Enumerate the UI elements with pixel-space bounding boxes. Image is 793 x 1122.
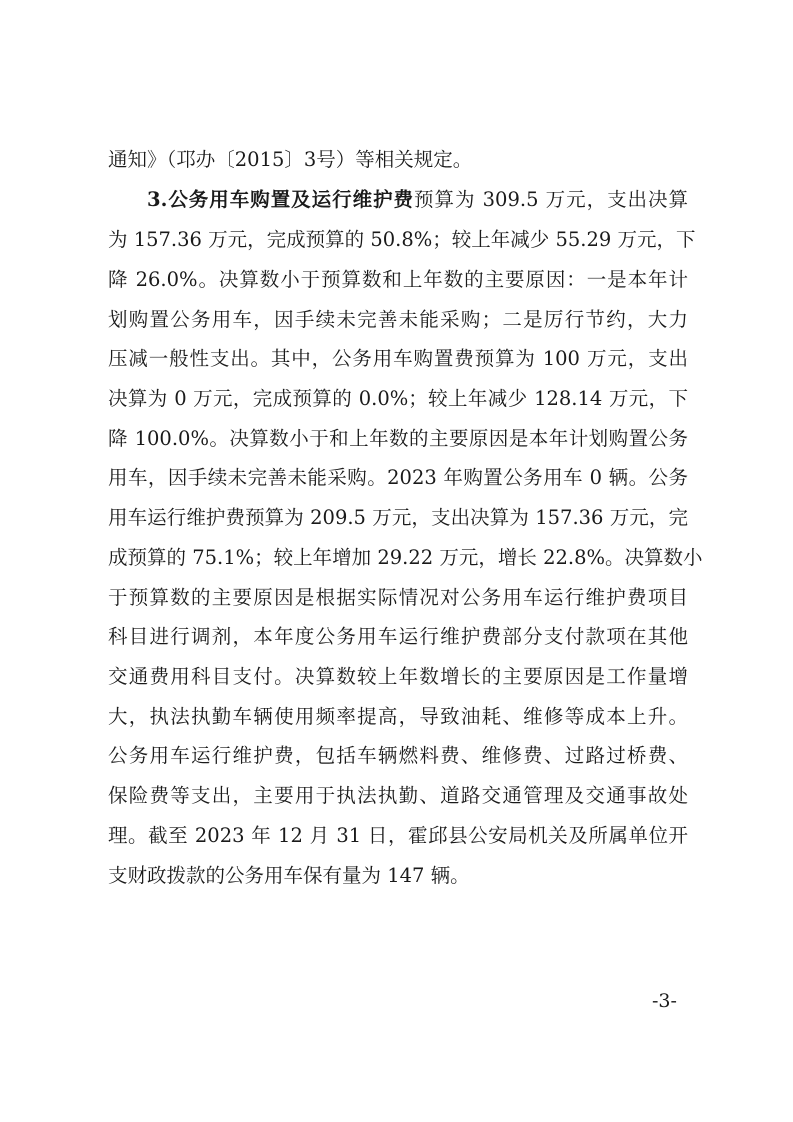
paragraph-line: 降 26.0%。决算数小于预算数和上年数的主要原因：一是本年计 <box>108 268 688 291</box>
paragraph-line: 科目进行调剂，本年度公务用车运行维护费部分支付款项在其他 <box>108 625 688 648</box>
paragraph-line: 降 100.0%。决算数小于和上年数的主要原因是本年计划购置公务 <box>108 427 688 450</box>
paragraph-line: 理。截至 2023 年 12 月 31 日，霍邱县公安局机关及所属单位开 <box>108 824 688 847</box>
paragraph-line: 用车，因手续未完善未能采购。2023 年购置公务用车 0 辆。公务 <box>108 466 688 489</box>
section-heading: 3.公务用车购置及运行维护费 <box>147 188 415 211</box>
paragraph-line: 大，执法执勤车辆使用频率提高，导致油耗、维修等成本上升。 <box>108 705 688 728</box>
paragraph-line: 于预算数的主要原因是根据实际情况对公务用车运行维护费项目 <box>108 586 688 609</box>
paragraph-line: 支财政拨款的公务用车保有量为 147 辆。 <box>108 864 470 887</box>
paragraph-line: 成预算的 75.1%；较上年增加 29.22 万元，增长 22.8%。决算数小 <box>108 546 703 569</box>
paragraph-line: 公务用车运行维护费，包括车辆燃料费、维修费、过路过桥费、 <box>108 744 688 767</box>
paragraph-line: 通知》（邛办〔2015〕3号）等相关规定。 <box>108 148 473 171</box>
page-number: -3- <box>652 990 677 1012</box>
paragraph-line: 交通费用科目支付。决算数较上年数增长的主要原因是工作量增 <box>108 665 688 688</box>
paragraph-line: 保险费等支出，主要用于执法执勤、道路交通管理及交通事故处 <box>108 784 688 807</box>
paragraph-line: 划购置公务用车，因手续未完善未能采购；二是厉行节约，大力 <box>108 308 688 331</box>
paragraph-line: 压减一般性支出。其中，公务用车购置费预算为 100 万元，支出 <box>108 347 688 370</box>
paragraph-line: 决算为 0 万元，完成预算的 0.0%；较上年减少 128.14 万元，下 <box>108 387 688 410</box>
section-intro-text: 预算为 309.5 万元，支出决算 <box>414 188 688 211</box>
paragraph-line: 为 157.36 万元，完成预算的 50.8%；较上年减少 55.29 万元，下 <box>108 228 696 251</box>
section-first-line <box>147 190 688 210</box>
paragraph-line: 用车运行维护费预算为 209.5 万元，支出决算为 157.36 万元，完 <box>108 506 688 529</box>
